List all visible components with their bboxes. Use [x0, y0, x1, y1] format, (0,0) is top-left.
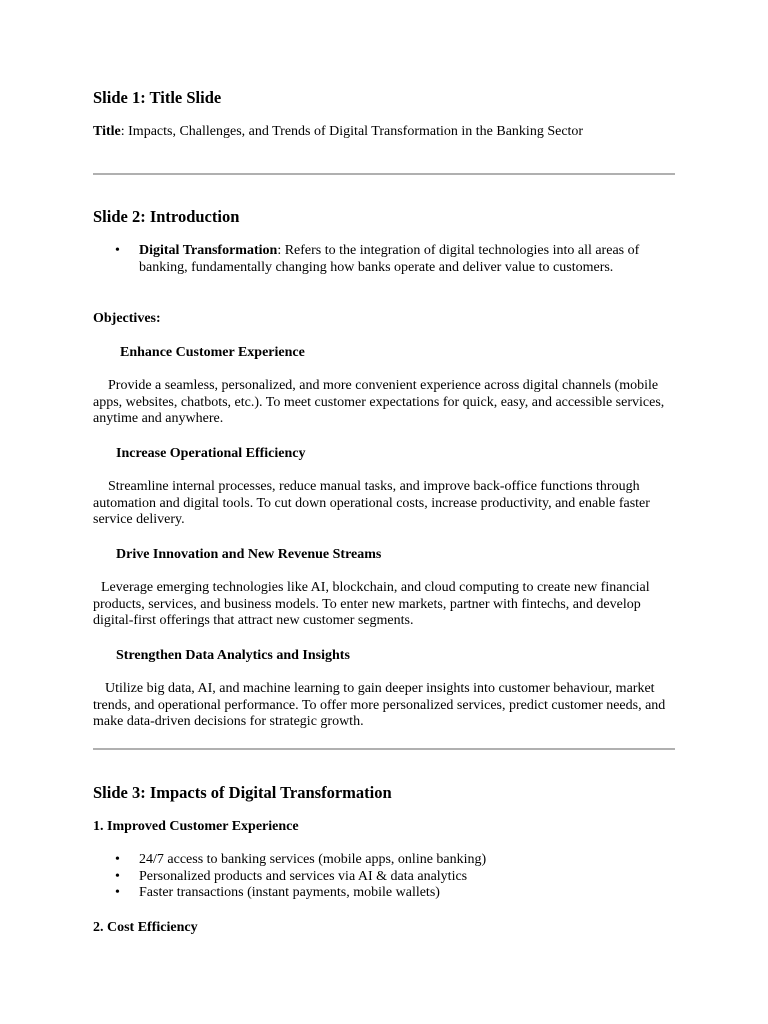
bullet-term: Digital Transformation: [139, 243, 278, 258]
bullet-text: Faster transactions (instant payments, mobile wallets): [139, 885, 440, 901]
section1-title: 1. Improved Customer Experience: [93, 819, 299, 834]
objective-4-text: Utilize big data, AI, and machine learning to gain deeper insights into customer behaviour, market trends, and operational performance. To offer more personalized services, predict customer needs, and make data-driven decisions for strategic growth.: [93, 681, 666, 730]
slide1-heading: Slide 1: Title Slide: [93, 88, 222, 107]
objective-1-text: Provide a seamless, personalized, and more convenient experience across digital channels (mobile apps, websites, chatbots, etc.). To meet customer expectations for quick, easy, and accessible services, anytime and anywhere.: [93, 378, 665, 427]
bullet-icon: •: [115, 885, 120, 901]
objective-2-text: Streamline internal processes, reduce manual tasks, and improve back-office functions through automation and digital tools. To cut down operational costs, increase productivity, and enable faster service delivery.: [93, 479, 650, 528]
objective-2-title: Increase Operational Efficiency: [116, 446, 306, 461]
bullet-text: Personalized products and services via AI & data analytics: [139, 868, 468, 884]
bullet-icon: •: [115, 868, 120, 884]
objective-1-title: Enhance Customer Experience: [120, 345, 305, 360]
impacts-bullet-list: [93, 852, 675, 902]
objectives-label: Objectives:: [93, 311, 161, 326]
title-text: : Impacts, Challenges, and Trends of Digital Transformation in the Banking Sector: [120, 124, 584, 139]
intro-bullet-list: [93, 243, 675, 276]
slide2-heading: Slide 2: Introduction: [93, 207, 240, 226]
slide3-heading: Slide 3: Impacts of Digital Transformation: [93, 783, 392, 802]
list-item: [93, 243, 675, 276]
objective-4-title: Strengthen Data Analytics and Insights: [116, 648, 350, 663]
title-label: Title: [93, 124, 121, 139]
list-item: [93, 885, 675, 902]
objective-3-title: Drive Innovation and New Revenue Streams: [116, 547, 382, 562]
bullet-icon: •: [115, 852, 120, 867]
bullet-text: 24/7 access to banking services (mobile apps, online banking): [139, 852, 487, 867]
list-item: [93, 869, 675, 886]
list-item: [93, 852, 675, 869]
divider: [93, 173, 675, 175]
slide1-title-line: [93, 124, 675, 141]
bullet-icon: •: [115, 243, 120, 258]
divider: [93, 748, 675, 750]
section2-title: 2. Cost Efficiency: [93, 920, 198, 935]
bullet-text: : Refers to the integration of digital technologies into all areas of banking, fundamentally changing how banks operate and deliver value to customers.: [139, 243, 640, 275]
objective-3-text: Leverage emerging technologies like AI, blockchain, and cloud computing to create new financial products, services, and business models. To enter new markets, partner with fintechs, and develop digital-first offerings that attract new customer segments.: [93, 580, 650, 629]
